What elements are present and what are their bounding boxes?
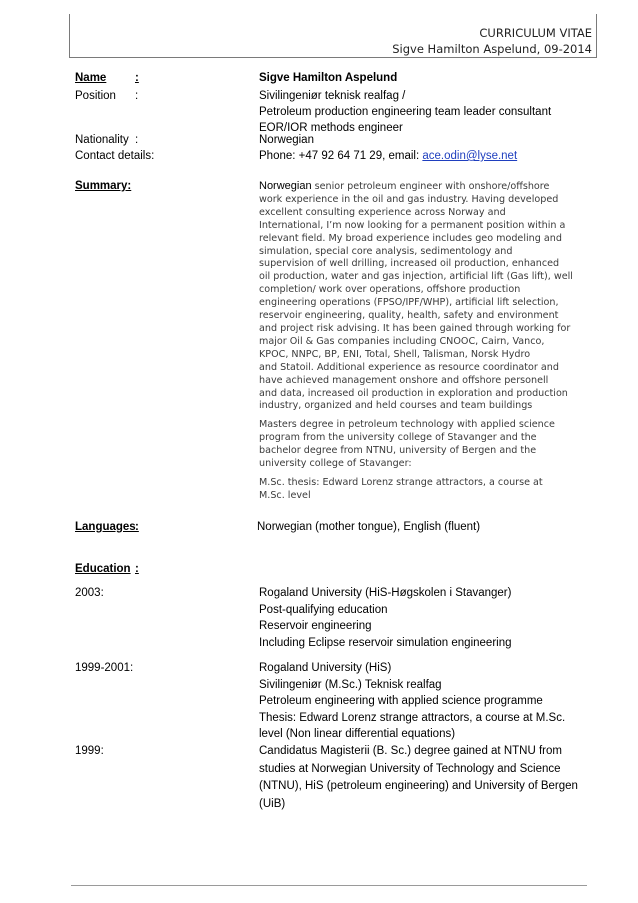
contact-label: Contact details:: [75, 150, 155, 162]
education-line: Thesis: Edward Lorenz strange attractors, a course at M.Sc.: [259, 711, 566, 724]
summary-line: major Oil & Gas companies including CNOOC, Cairn, Vanco,: [259, 335, 545, 347]
summary-education-line: Masters degree in petroleum technology with applied science: [259, 419, 555, 431]
education-year: 1999:: [75, 745, 104, 757]
education-label: Education: [75, 563, 131, 575]
footer-divider: [71, 885, 587, 886]
education-line: Sivilingeniør (M.Sc.) Teknisk realfag: [259, 678, 442, 691]
position-line: Petroleum production engineering team leader consultant: [259, 106, 552, 118]
summary-line: have achieved management onshore and offshore personell: [259, 374, 549, 386]
summary-line: and Statoil. Additional experience as resource coordinator and: [259, 361, 559, 373]
summary-line: International, I’m now looking for a permanent position within a: [259, 219, 566, 231]
summary-line: oil production, water and gas injection, artificial lift (Gas lift), well: [259, 271, 573, 283]
languages-label: Languages: [75, 521, 136, 533]
languages-colon: :: [135, 521, 139, 533]
education-line: Petroleum engineering with applied science programme: [259, 695, 543, 707]
education-details: [259, 743, 578, 813]
document-subtitle: Sigve Hamilton Aspelund, 09-2014: [392, 42, 592, 56]
summary-line: industry, organized and held courses and team buildings: [259, 400, 533, 412]
education-year: 2003:: [75, 587, 104, 599]
summary-line: engineering operations (FPSO/IPF/WHP), artificial lift selection,: [259, 297, 559, 309]
education-details: [259, 585, 559, 651]
summary-education-line: university college of Stavanger:: [259, 458, 412, 470]
summary-line: simulation, special core analysis, sedimentology and: [259, 245, 513, 257]
contact-value: [259, 148, 559, 164]
summary-first-line: senior petroleum engineer with onshore/offshore: [311, 181, 550, 192]
name-label: Name: [75, 72, 107, 84]
education-line: (UiB): [259, 797, 286, 810]
summary-thesis-line: M.Sc. thesis: Edward Lorenz strange attractors, a course at: [259, 476, 543, 488]
education-line: studies at Norwegian University of Technology and Science: [259, 762, 561, 775]
nationality-colon: :: [135, 134, 139, 146]
name-colon: :: [135, 72, 139, 84]
summary-line: [259, 180, 569, 194]
summary-line: work experience in the oil and gas industry. Having developed: [259, 193, 559, 205]
education-year: 1999-2001:: [75, 662, 134, 674]
education-line: Including Eclipse reservoir simulation engineering: [259, 636, 512, 649]
nationality-label: Nationality: [75, 134, 129, 146]
education-line: level (Non linear differential equations): [259, 728, 456, 740]
education-line: Candidatus Magisterii (B. Sc.) degree gained at NTNU from: [259, 745, 562, 757]
position-value: [259, 88, 559, 136]
education-line: (NTNU), HiS (petroleum engineering) and University of Bergen: [259, 780, 578, 792]
summary-education-line: program from the university college of Stavanger and the: [259, 432, 537, 444]
education-line: Rogaland University (HiS): [259, 662, 392, 674]
education-colon: :: [135, 563, 139, 575]
summary-line: relevant field. My broad experience includes geo modeling and: [259, 232, 562, 244]
position-colon: :: [135, 90, 139, 102]
name-value: Sigve Hamilton Aspelund: [259, 72, 398, 84]
summary-line: and data, increased oil production in exploration and production: [259, 387, 568, 399]
summary-line: supervision of well drilling, increased oil production, enhanced: [259, 258, 560, 270]
summary-line: completion/ work over operations, offshore production: [259, 284, 521, 296]
summary-text: [259, 180, 573, 503]
nationality-value: Norwegian: [259, 134, 314, 146]
summary-lead-word: Norwegian: [259, 180, 312, 192]
education-line: Reservoir engineering: [259, 620, 372, 632]
position-line: Sivilingeniør teknisk realfag /: [259, 90, 406, 102]
email-link[interactable]: ace.odin@lyse.net: [422, 150, 518, 162]
summary-line: excellent consulting experience across Norway and: [259, 206, 506, 218]
summary-thesis-line: M.Sc. level: [259, 489, 311, 501]
document-title: CURRICULUM VITAE: [479, 26, 592, 40]
education-line: Rogaland University (HiS-Høgskolen i Stavanger): [259, 587, 512, 599]
summary-line: and project risk advising. It has been gained through working for: [259, 322, 571, 334]
contact-phone: Phone: +47 92 64 71 29, email:: [259, 150, 423, 162]
summary-education-line: bachelor degree from NTNU, university of Bergen and the: [259, 445, 537, 457]
languages-value: Norwegian (mother tongue), English (fluent): [257, 521, 481, 533]
summary-label: Summary:: [75, 180, 132, 192]
education-details: [259, 660, 566, 743]
education-line: Post-qualifying education: [259, 603, 388, 616]
position-line: EOR/IOR methods engineer: [259, 122, 403, 134]
position-label: Position: [75, 90, 116, 102]
summary-line: reservoir engineering, quality, health, safety and environment: [259, 310, 559, 322]
summary-line: KPOC, NNPC, BP, ENI, Total, Shell, Talisman, Norsk Hydro: [259, 348, 531, 360]
